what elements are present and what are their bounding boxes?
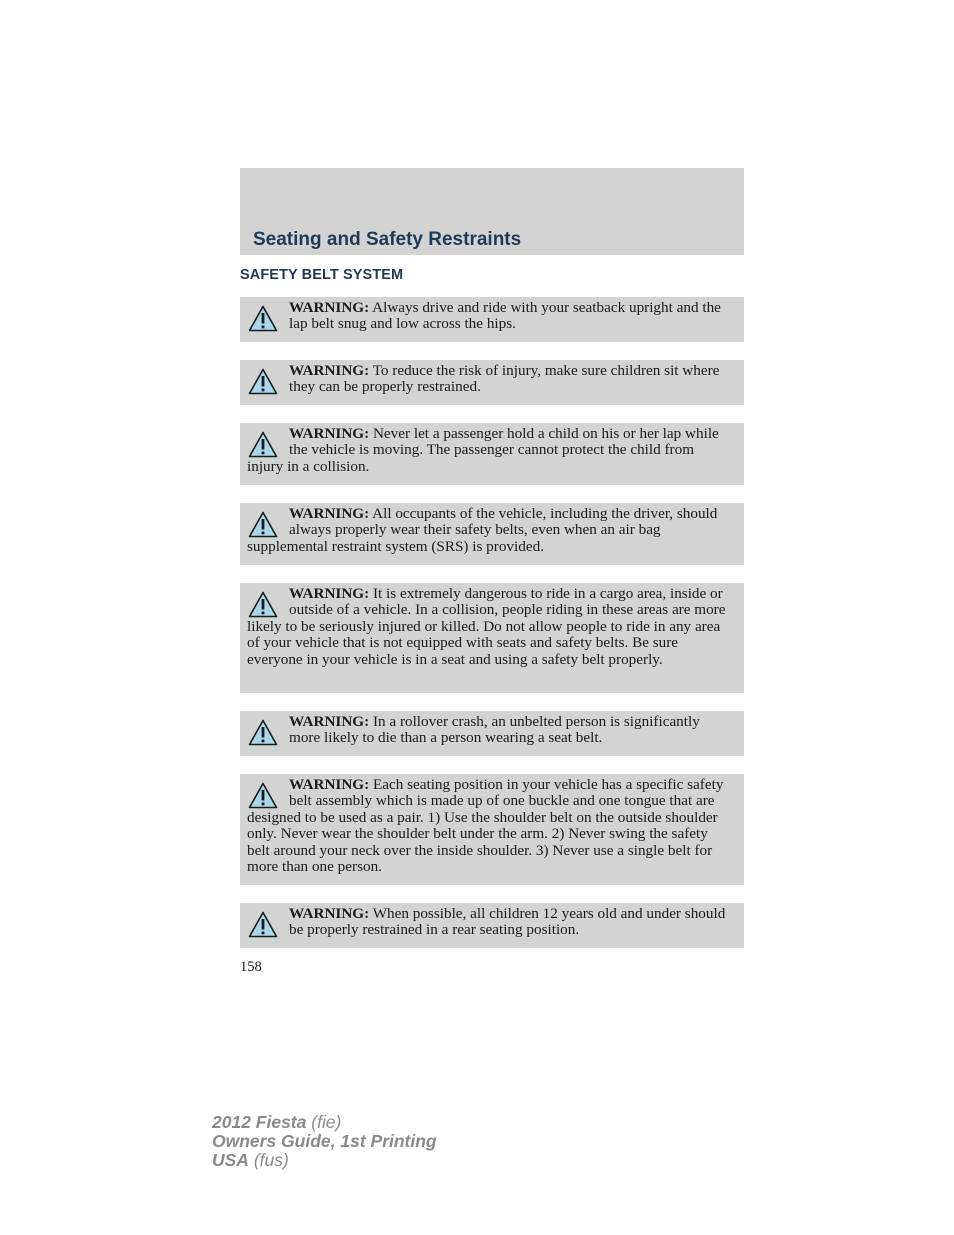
warning-label: WARNING:: [289, 713, 370, 730]
warning-triangle-icon: [248, 591, 278, 618]
warning-paragraph: [247, 426, 734, 475]
section-heading: SAFETY BELT SYSTEM: [240, 267, 404, 283]
warning-label: WARNING:: [289, 425, 370, 442]
section-header-band: [240, 168, 744, 255]
warning-text: Always drive and ride with your seatback upright and the lap belt snug and low across the hips.: [289, 299, 721, 333]
warning-paragraph: [247, 906, 734, 939]
warning-label: WARNING:: [289, 905, 370, 922]
warning-label: WARNING:: [289, 505, 370, 522]
warning-box: [240, 903, 744, 948]
warning-text: To reduce the risk of injury, make sure children sit where they can be properly restrained.: [289, 362, 720, 396]
warning-triangle-icon: [248, 305, 278, 332]
warning-triangle-icon: [248, 911, 278, 938]
warning-triangle-icon: [248, 431, 278, 458]
warning-text: Each seating position in your vehicle has a specific safety belt assembly which is made up of one buckle and one tongue that are designed to be used as a pair. 1) Use the shoulder belt on the outside shoulder only. Never wear the shoulder belt under the arm. 2) Never swing the safety belt around your neck over the inside shoulder. 3) Never use a single belt for more than one person.: [247, 776, 724, 876]
warning-paragraph: [247, 714, 734, 747]
footer-line-model: [212, 1113, 437, 1132]
page-number: 158: [240, 959, 262, 975]
warning-paragraph: [247, 586, 734, 668]
warning-label: WARNING:: [289, 362, 370, 379]
warning-box: [240, 583, 744, 693]
footer-model-code: (fie): [311, 1112, 342, 1132]
warning-box: [240, 711, 744, 756]
warning-box: [240, 774, 744, 885]
footer-line-guide: [212, 1132, 437, 1151]
warning-paragraph: [247, 300, 734, 333]
warning-label: WARNING:: [289, 299, 370, 316]
warning-box: [240, 360, 744, 405]
warning-box: [240, 423, 744, 485]
warning-box: [240, 297, 744, 342]
warning-paragraph: [247, 506, 734, 555]
footer-guide: Owners Guide, 1st Printing: [212, 1131, 437, 1151]
warning-paragraph: [247, 363, 734, 396]
warning-label: WARNING:: [289, 776, 370, 793]
footer-market-code: (fus): [253, 1150, 289, 1170]
footer-model: 2012 Fiesta: [212, 1112, 307, 1132]
footer-print-info: [212, 1113, 437, 1170]
warning-text: All occupants of the vehicle, including the driver, should always properly wear their safety belts, even when an air bag supplemental restraint system (SRS) is provided.: [247, 505, 718, 555]
warning-box: [240, 503, 744, 565]
chapter-title: Seating and Safety Restraints: [253, 229, 522, 250]
warning-triangle-icon: [248, 368, 278, 395]
warning-triangle-icon: [248, 782, 278, 809]
footer-market: USA: [212, 1150, 249, 1170]
warning-text: Never let a passenger hold a child on his or her lap while the vehicle is moving. The passenger cannot protect the child from injury in a collision.: [247, 425, 719, 475]
warning-text: When possible, all children 12 years old and under should be properly restrained in a rear seating position.: [289, 905, 726, 939]
warning-paragraph: [247, 777, 734, 875]
warning-triangle-icon: [248, 719, 278, 746]
warning-triangle-icon: [248, 511, 278, 538]
warning-text: It is extremely dangerous to ride in a cargo area, inside or outside of a vehicle. In a collision, people riding in these areas are more likely to be seriously injured or killed. Do not allow people to ride in any area of your vehicle that is not equipped with seats and safety belts. Be sure everyone in your vehicle is in a seat and using a safety belt properly.: [247, 585, 726, 668]
warning-text: In a rollover crash, an unbelted person is significantly more likely to die than a person wearing a seat belt.: [289, 713, 700, 747]
footer-line-market: [212, 1151, 437, 1170]
warning-label: WARNING:: [289, 585, 370, 602]
